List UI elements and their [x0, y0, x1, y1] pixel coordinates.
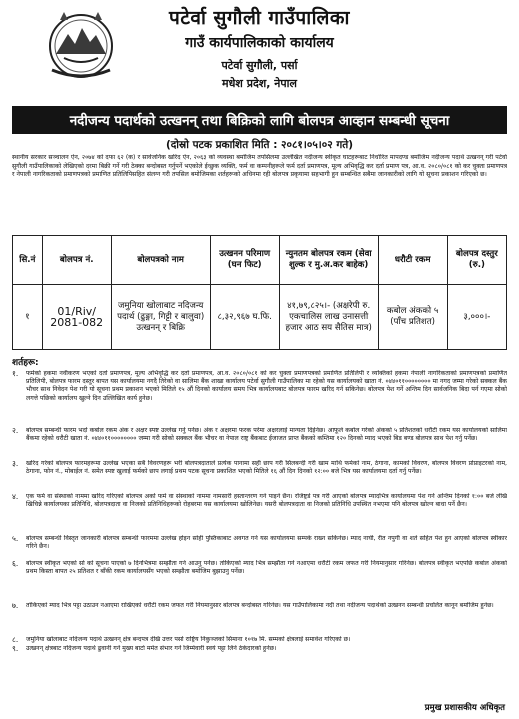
cell-bid-number: 01/Riv/ 2081-082: [42, 285, 111, 350]
office-address: पटेर्वा सुगौली, पर्सा: [221, 59, 298, 72]
table-header-row: [13, 236, 507, 285]
condition-item: ४. एक फर्म वा संस्थाको नाममा खरिद गरिएको बोलपत्र अर्को फर्म वा संस्थाको नाममा नामसारी हस्तान्तरण गर्न पाइने छैन। रजिष्ट्रर्ड पत्र गरी आएको बोलपत्र म्यादभित्र कार्यालयमा पेश गर्ने अन्तिम दिनको १:०० बजे लेखि खिचिन्ने कार्यालयका प्रतिनिधि, बोलपत्रदाता वा निजको प्रतिनिधिहरूको रोहबरमा यस कार्यालयमा खोलिनेछ। यसरी बोलपत्रदाता वा निजको प्रतिनिधि उपस्थित नभएमा पनि बोलपत्र खोल्न बाधा पर्ने छैन।: [12, 493, 507, 509]
cell-deposit: कबोल अंकको ५ (पाँच प्रतिशत): [378, 285, 447, 350]
conditions-title: शर्तहरू:: [12, 358, 39, 368]
office-name: गाउँ कार्यपालिकाको कार्यालय: [185, 35, 334, 51]
condition-item: ८. जमुनिया खोलाबाट नदिजन्य पदार्थ उत्खनन् क्षेत्र बन्दपत्र देखि उत्तर पर्सा राष्ट्रिय निकुञ्जको सिमाना १०१७ मि. सम्मको क्षेत्रलाई समावेश गरिएको छ।: [12, 636, 351, 644]
signature-title: प्रमुख प्रशासकीय अधिकृत: [424, 703, 505, 713]
cell-fee: ३,०००।-: [447, 285, 506, 350]
column-header: बोलपत्र नं.: [42, 236, 111, 285]
condition-item: ६. बोलपत्र स्वीकृत भएको सो को सूचना पाएको ७ दिनभित्रमा सम्झौता गर्न आउनु पर्नेछ। तोकिएको म्याद भित्र सम्झौता गर्न नआएमा धरौटी रकम जफत गरी नियमानुसार गरिनेछ। बोलपत्र स्वीकृत भएपछि कबोल अंकको प्रथम किस्ता बापत २५ प्रतिशत र बाँकी रकम कार्यालयसँग भएको सम्झौता बमोजिम बुझाउनु पर्नेछ।: [12, 560, 507, 576]
cell-min-amount: ४१,७९,८२५।- (अक्षरेपी रु. एकचालिस लाख उनासत्ती हजार आठ सय सैतिस मात्र): [279, 285, 378, 350]
condition-item: ३. खरिद गरेको बोलपत्र फारमहरूमा उल्लेख भएका सबै विवरणहरू भरी बोलपत्रदाताले प्रत्येक पानामा सही छाप गरी सिलबन्दी गरी खाम माथि फर्मको नाम, ठेगाना, कामको विवरण, बोलपत्र विवरण प्रोप्राइटरको नाम, ठेगाना, फोन नं., मोबाईल नं. समेत स्पष्ट खुलाई फर्मको छाप लगाई प्रथम पटक सूचना प्रकाशित भएको मितिले १६ औं दिन दिनको १२:०० बजे भित्र यस कार्यालयमा दर्ता गर्नु पर्नेछ।: [12, 460, 507, 476]
notice-banner: नदीजन्य पदार्थको उत्खनन् तथा बिक्रिको लागि बोलपत्र आव्हान सम्बन्धी सूचना: [12, 106, 507, 134]
table-row: [13, 285, 507, 350]
column-header: धरौटी रकम: [378, 236, 447, 285]
column-header: बोलपत्र दस्तुर (रु.): [447, 236, 506, 285]
condition-item: १. फर्मको हकमा नवीकरण भएको दर्ता प्रमाणपत्र, मूल्य अभिवृद्धि कर दर्ता प्रमाणपत्र, आ.व. २०८०/०८१ को कर चुक्ता प्रमाणपत्रको प्रमाणित प्रतिलिपी र व्यक्तिको हकमा नेपाली नागरिकताको प्रमाणपत्रको प्रमाणित प्रतिलिपी, बोलपत्र फारम दस्तुर बापत यस कार्यालयमा नगदै तिरेको वा सालिमा बैंक शाखा कार्यालय पटेर्वा सुगौली गाउँपालिका मा रहेको यस कार्यालयको खाता नं. ०४४०११०००००००० मा नगद जम्मा गरेको सक्कल बैंक भौचर साथ निवेदन पेश गरी यो सूचना प्रथम प्रकाशन भएको मितिले १५ औं दिनको कार्यालय समय भित्र कार्यालयबाट बोलपत्र फारम खरिद गर्न सकिनेछ। बोलपत्र पेश गर्ने अन्तिम दिन सार्वजनिक बिदा पर्न गएमा सोको लगत्ते पछिको कार्यालय खुल्ने दिन उल्लिखित कार्य हुनेछ।: [12, 370, 507, 402]
column-header: उत्खनन परिमाण (घन फिट): [210, 236, 279, 285]
column-header: न्युनतम बोलपत्र रकम (सेवा शुल्क र मु.अ.कर बाहेक): [279, 236, 378, 285]
condition-item: ९. उत्खनन् क्षेत्रबाट नदिजन्य पदार्थ ढुवानी गर्ने मुख्य बाटो मर्मत संभार गर्ने जिम्मेवारी स्वयं पट्टा लिने ठेकेदारको हुनेछ।: [12, 645, 277, 653]
intro-paragraph: स्थानीय सरकार सञ्चालन ऐन, २०७४ को दफा ६२ (क) र सार्वजनिक खरिद ऐन, २०६३ को व्यवस्था बमोजिम तपसिलमा उल्लेखित नदीजन्य स्वीकृत घाटहरूबाट निर्धारित मापदण्ड बमोजिम नदीजन्य पदार्थ उत्खनन् गरी पटेर्वा सुगौली गाउँपालिकाको लेखिएको दरमा बिक्री गर्ने गरी ठेक्का बन्दोबस्त गर्नुपर्ने भएकोले ईच्छुक व्यक्ति, फर्म वा कम्पनीहरूले फर्म दर्ता प्रमाणपत्र, मूल्य अभिवृद्धि कर दर्ता प्रमाण पत्र, आ.व. २०८०/०८१ को कर चुक्ता प्रमाणपत्र र नेपाली नागरिकताको प्रमाणपत्रको प्रमाणित प्रतिलिपिसहित संलग्न गरी तपसिल बमोजिमका शर्तहरूको अधिनमा रही बोलपत्र प्रकृयामा सहभागी हुन सम्बन्धित सबैमा जानकारीको लागि यो सूचना प्रकाशन गरिएको छ।: [12, 154, 507, 179]
publication-date: (दोस्रो पटक प्रकाशित मिति : २०८१।०५।०२ गते): [165, 139, 354, 151]
office-province: मधेश प्रदेश, नेपाल: [222, 77, 297, 90]
conditions-list: [12, 370, 507, 654]
condition-item: ७. तोकिएको म्याद भित्र पट्टा उठाउन नआएमा राखिएको धरौटी रकम जफत गरी नियमानुसार बोलपत्र बन्दोबस्त गरिनेछ। यस गाउँपालिकामा नदी तथा नदीजन्य पदार्थको उत्खनन सम्बन्धी प्रचलित कानून बमोजिम हुनेछ।: [12, 602, 494, 610]
cell-quantity: ८,३२,९६७ घ.फि.: [210, 285, 279, 350]
condition-item: २. बोलपत्र सम्बन्धी फारम भर्दा कबोल रकम अंक र अक्षर स्पष्ट उल्लेख गर्नु पर्नेछ। अंक र अक्षरमा फरक परेमा अक्षरलाई मान्यता दिईनेछ। आफूले कबोल गरेको अंकको ५ प्रतिशतको धरौटी रकम यस कार्यालयको सालिमा बैंकमा रहेको धरौटी खाता नं. ०४४०११०००००००० जम्मा गरी सोको सक्कल बैंक भौचर वा नेपाल राष्ट्र बैंकबाट ईजाजत प्राप्त बैंकको कम्तिमा १२० दिनको म्याद भएको बिड बण्ड बोलपत्र साथ पेश गर्नु पर्नेछ।: [12, 427, 507, 443]
column-header: बोलपत्रको नाम: [111, 236, 210, 285]
bid-table: [12, 235, 507, 350]
condition-item: ५. बोलपत्र सम्बन्धी विस्तृत जानकारी बोलपत्र सम्बन्धी फारममा उल्लेख होइन सोही पुस्तिकाबाट अवगत गर्न यस कार्यालयमा सम्पर्क राख्न सकिनेछ। म्याद नाघी, रीत नपुगी वा शर्त सहित पेश हुन आएको बोलपत्र स्वीकार गरिने छैन।: [12, 535, 507, 551]
office-header: [12, 0, 507, 100]
cell-serial: १: [13, 285, 43, 350]
column-header: सि.नं: [13, 236, 43, 285]
municipality-title: पटेर्वा सुगौली गाउँपालिका: [169, 7, 350, 29]
cell-bid-name: जमुनिया खोलाबाट नदिजन्य पदार्थ (ढुङ्गा, गिट्टी र बालुवा) उत्खनन् र बिक्रि: [111, 285, 210, 350]
